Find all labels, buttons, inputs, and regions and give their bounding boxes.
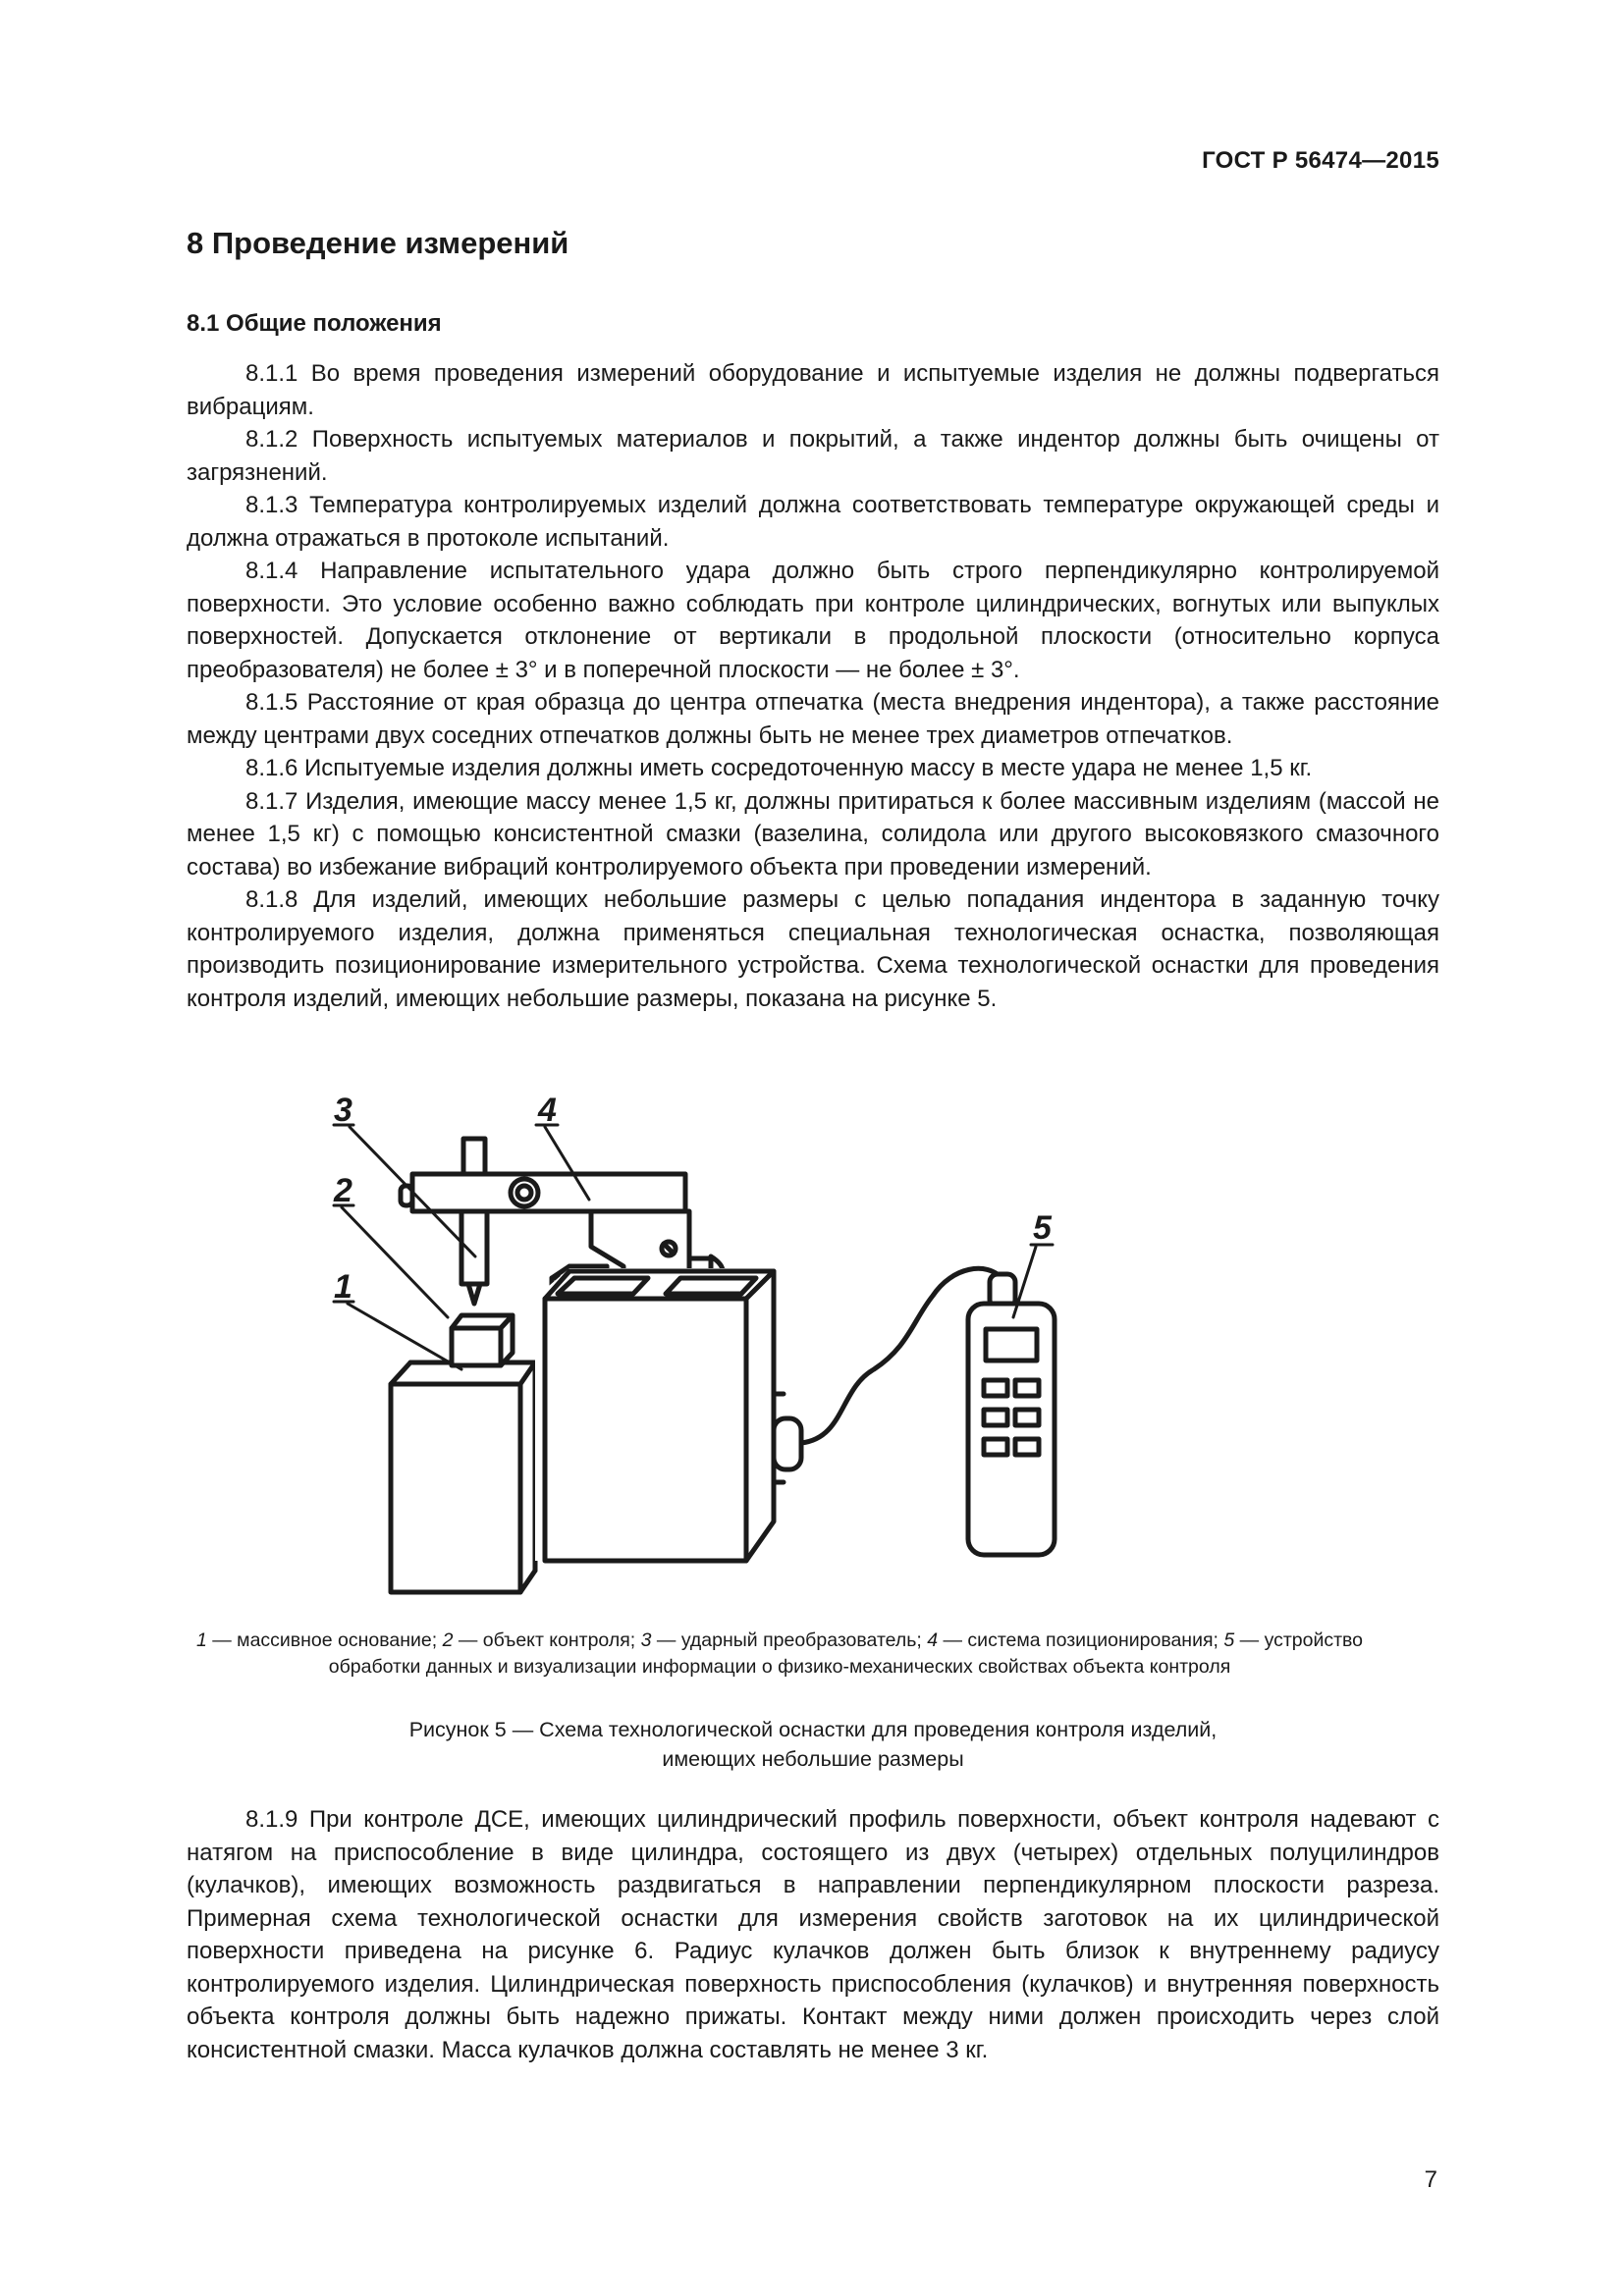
- legend-text-5: — устройство: [1234, 1629, 1364, 1651]
- massive-base-shape: [391, 1362, 535, 1592]
- paragraph-8-1-1: 8.1.1 Во время проведения измерений оборудование и испытуемые изделия не должны подвергаться вибрациям.: [187, 360, 1439, 420]
- paragraph-8-1-3: 8.1.3 Температура контролируемых изделий должна соответствовать температуре окружающей среды и должна отражаться в протоколе испытаний.: [187, 492, 1439, 552]
- paragraph-8-1-6: 8.1.6 Испытуемые изделия должны иметь сосредоточенную массу в месте удара не менее 1,5 кг.: [245, 755, 1313, 781]
- legend-num-4: 4: [927, 1629, 939, 1651]
- processing-device-shape: [968, 1274, 1055, 1555]
- legend-line-1: [106, 1628, 1453, 1654]
- paragraph-8-1-2: 8.1.2 Поверхность испытуемых материалов и покрытий, а также индентор должны быть очищены от загрязнений.: [187, 426, 1439, 486]
- document-code: ГОСТ Р 56474—2015: [1202, 147, 1439, 174]
- subsection-title: 8.1 Общие положения: [187, 310, 442, 337]
- legend-num-3: 3: [640, 1629, 652, 1651]
- callout-1: 1: [334, 1268, 352, 1306]
- impact-transducer-shape: [461, 1139, 487, 1304]
- legend-num-5: 5: [1223, 1629, 1235, 1651]
- leader-line-2: [342, 1207, 448, 1317]
- paragraph-8-1-8: 8.1.8 Для изделий, имеющих небольшие размеры с целью попадания индентора в заданную точку контролируемого изделия, должна применяться специальная технологическая оснастка, позволяющая производить позиционирование измерительного устройства. Схема технологической оснастки для проведения контроля изделий, имеющих небольшие размеры, показана на рисунке 5.: [187, 886, 1439, 1012]
- paragraph-8-1-4: 8.1.4 Направление испытательного удара должно быть строго перпендикулярно контролируемой поверхности. Это условие особенно важно соблюдать при контроле цилиндрических, вогнутых или выпуклых поверхностей. Допускается отклонение от вертикали в продольной плоскости (относительно корпуса преобразователя) не более ± 3° и в поперечной плоскости — не более ± 3°.: [187, 558, 1439, 683]
- paragraph-8-1-5: 8.1.5 Расстояние от края образца до центра отпечатка (места внедрения индентора), а также расстояние между центрами двух соседних отпечатков должны быть не менее трех диаметров отпечатков.: [187, 689, 1439, 749]
- positioning-base-box: [535, 1268, 801, 1561]
- legend-line-2: обработки данных и визуализации информации о физико-механических свойствах объекта контроля: [328, 1656, 1231, 1678]
- caption-line-1: Рисунок 5 — Схема технологической оснастки для проведения контроля изделий,: [408, 1718, 1218, 1741]
- callout-5: 5: [1033, 1209, 1052, 1247]
- callout-3: 3: [334, 1092, 352, 1129]
- paragraph-8-1-7: 8.1.7 Изделия, имеющие массу менее 1,5 кг, должны притираться к более массивным изделиям (массой не менее 1,5 кг) с помощью консистентной смазки (вазелина, солидола или другого высоковязкого смазочного состава) во избежание вибраций контролируемого объекта при проведении измерений.: [187, 787, 1439, 881]
- figure-5-diagram: [295, 1090, 1276, 1600]
- figure-caption: [187, 1715, 1439, 1774]
- legend-text-2: — объект контроля;: [453, 1629, 641, 1651]
- section-title: 8 Проведение измерений: [187, 226, 569, 260]
- paragraphs-block: [187, 357, 1439, 1015]
- page-number: 7: [1424, 2166, 1437, 2193]
- caption-line-2: имеющих небольшие размеры: [662, 1747, 964, 1771]
- paragraph-8-1-9: 8.1.9 При контроле ДСЕ, имеющих цилиндрический профиль поверхности, объект контроля надевают с натягом на приспособление в виде цилиндра, состоящего из двух (четырех) отдельных полуцилиндров (кулачков), имеющих возможность раздвигаться в направлении перпендикулярном плоскости разреза. Примерная схема технологической оснастки для измерения свойств заготовок на их цилиндрической поверхности приведена на рисунке 6. Радиус кулачков должен быть близок к внутреннему радиусу контролируемого изделия. Цилиндрическая поверхность приспособления (кулачков) и внутренняя поверхность объекта контроля должны быть надежно прижаты. Контакт между ними должен происходить через слой консистентной смазки. Масса кулачков должна составлять не менее 3 кг.: [187, 1806, 1439, 2063]
- callout-2: 2: [334, 1172, 352, 1209]
- figure-legend: [106, 1628, 1453, 1681]
- callout-4: 4: [538, 1092, 557, 1129]
- legend-text-1: — массивное основание;: [206, 1629, 443, 1651]
- legend-text-3: — ударный преобразователь;: [651, 1629, 928, 1651]
- test-object-shape: [452, 1315, 513, 1365]
- legend-num-2: 2: [442, 1629, 454, 1651]
- legend-text-4: — система позиционирования;: [938, 1629, 1224, 1651]
- legend-num-1: 1: [195, 1629, 207, 1651]
- paragraphs-after-block: [187, 1803, 1439, 2066]
